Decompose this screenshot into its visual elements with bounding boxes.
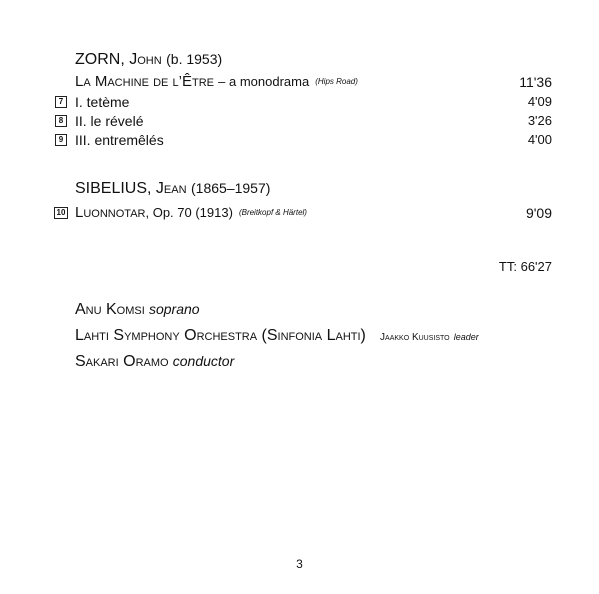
performer-role: soprano [148, 301, 200, 317]
composer-firstname: John [129, 51, 162, 68]
performer-conductor [75, 351, 234, 372]
movement-duration: 4'00 [527, 132, 552, 147]
performer-soloist [75, 299, 200, 320]
leader-name: Jaakko Kuusisto [380, 332, 450, 343]
track-number-box: 8 [55, 115, 67, 127]
performer-role: conductor [172, 353, 235, 369]
composer-surname: SIBELIUS [75, 180, 148, 197]
track-number-box: 9 [55, 134, 67, 146]
work-publisher: (Hips Road) [315, 77, 358, 86]
composer-firstname: Jean [155, 180, 187, 197]
leader-role: leader [453, 332, 479, 342]
work-title-text: La Machine de l’Être [75, 73, 214, 90]
composer-dates: (1865–1957) [191, 180, 271, 196]
work-row-machine [55, 73, 552, 91]
performer-name: Anu Komsi [75, 301, 145, 318]
track-row [55, 93, 552, 111]
page-number: 3 [296, 557, 303, 571]
movement-duration: 4'09 [527, 94, 552, 109]
work-title [75, 73, 358, 91]
track-row [55, 131, 552, 149]
work-title: Luonnotar, Op. 70 (1913) (Breitkopf & Härtel) [75, 204, 307, 221]
movement-duration: 3'26 [527, 113, 552, 128]
work-duration: 11'36 [519, 74, 552, 90]
movement-title: I. tetème [75, 94, 130, 110]
movement-title: III. entremêlés [75, 132, 164, 148]
work-subtitle: – a monodrama [218, 74, 310, 89]
performer-orchestra [75, 326, 479, 348]
composer-surname: ZORN [75, 51, 121, 68]
performer-name: Lahti Symphony Orchestra (Sinfonia Lahti) [75, 327, 366, 344]
total-time: TT: 66'27 [498, 259, 552, 274]
composer-heading-zorn: ZORN, John (b. 1953) [75, 51, 223, 68]
track-number-box: 10 [54, 207, 68, 219]
track-row [55, 204, 552, 222]
track-row [55, 112, 552, 130]
composer-dates: (b. 1953) [166, 51, 223, 67]
movement-title: II. le révelé [75, 113, 144, 129]
work-publisher: (Breitkopf & Härtel) [238, 208, 307, 217]
work-duration: 9'09 [525, 205, 552, 221]
work-opus: Op. 70 (1913) [152, 205, 233, 220]
performer-name: Sakari Oramo [75, 353, 169, 370]
composer-heading-sibelius: SIBELIUS, Jean (1865–1957) [75, 180, 271, 197]
work-title-text: Luonnotar [75, 204, 146, 221]
track-number-box: 7 [55, 96, 67, 108]
